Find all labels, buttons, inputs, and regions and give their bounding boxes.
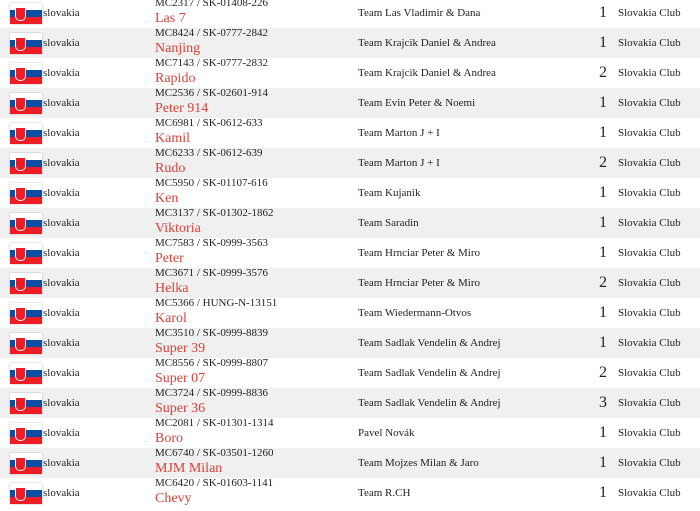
registration-number: MC2317 / SK-01408-226 [155,0,269,10]
registration-number: MC2536 / SK-02601-914 [155,88,269,100]
slovakia-flag-icon [10,453,42,474]
slovakia-flag-icon [10,273,42,294]
slovakia-flag-icon [10,63,42,84]
dog-name[interactable]: Peter 914 [155,100,209,116]
country-cell [0,418,155,448]
country-cell [0,208,155,238]
table-row[interactable] [0,88,700,118]
table-row[interactable] [0,28,700,58]
country-cell [0,268,155,298]
country-name: slovakia [43,307,80,319]
dog-name[interactable]: Viktoria [155,220,201,236]
placement: 1 [599,484,607,501]
table-row[interactable] [0,0,700,28]
team-name: Team Evin Peter & Noemi [358,97,476,109]
slovakia-flag-icon [10,33,42,54]
table-row[interactable] [0,208,700,238]
dog-cell [155,208,358,238]
registration-number: MC8556 / SK-0999-8807 [155,358,269,370]
dog-cell [155,358,358,388]
team-name: Team Hrnciar Peter & Miro [358,277,481,289]
dog-cell [155,178,358,208]
placement: 2 [599,274,607,291]
slovakia-flag-icon [10,303,42,324]
team-name: Team Krajcik Daniel & Andrea [358,67,496,79]
team-name: Team Kujanik [358,187,421,199]
team-name: Team Krajcik Daniel & Andrea [358,37,496,49]
country-name: slovakia [43,7,80,19]
dog-name[interactable]: Las 7 [155,10,186,26]
dog-name[interactable]: Ken [155,190,179,206]
country-cell [0,298,155,328]
country-name: slovakia [43,487,80,499]
slovakia-flag-icon [10,123,42,144]
table-row[interactable] [0,388,700,418]
registration-number: MC6420 / SK-01603-1141 [155,478,274,490]
registration-number: MC6740 / SK-03501-1260 [155,448,274,460]
dog-cell [155,268,358,298]
country-cell [0,238,155,268]
team-name: Team Marton J + I [358,157,440,169]
dog-cell [155,388,358,418]
club-name: Slovakia Club [618,337,681,349]
registration-number: MC3671 / SK-0999-3576 [155,268,269,280]
country-name: slovakia [43,367,80,379]
country-cell [0,478,155,508]
placement: 1 [599,94,607,111]
team-name: Team Las Vladimir & Dana [358,7,481,19]
country-cell [0,448,155,478]
dog-name[interactable]: Super 39 [155,340,206,356]
club-name: Slovakia Club [618,427,681,439]
dog-name[interactable]: Super 36 [155,400,206,416]
dog-name[interactable]: Helka [155,280,189,296]
country-cell [0,388,155,418]
placement: 1 [599,454,607,471]
table-row[interactable] [0,418,700,448]
dog-name[interactable]: Peter [155,250,184,266]
registration-number: MC3510 / SK-0999-8839 [155,328,269,340]
placement: 1 [599,244,607,261]
team-name: Team Marton J + I [358,127,440,139]
registration-number: MC6981 / SK-0612-633 [155,118,263,130]
registration-number: MC6233 / SK-0612-639 [155,148,263,160]
registration-number: MC2081 / SK-01301-1314 [155,418,274,430]
placement: 1 [599,214,607,231]
country-name: slovakia [43,277,80,289]
dog-cell [155,28,358,58]
placement: 1 [599,334,607,351]
team-name: Team R.CH [358,487,411,499]
registration-number: MC7143 / SK-0777-2832 [155,58,269,70]
table-row[interactable] [0,118,700,148]
club-name: Slovakia Club [618,97,681,109]
registration-number: MC5950 / SK-01107-616 [155,178,268,190]
table-row[interactable] [0,58,700,88]
country-cell [0,118,155,148]
dog-cell [155,478,358,508]
dog-cell [155,0,358,28]
country-cell [0,88,155,118]
country-cell [0,28,155,58]
country-cell [0,148,155,178]
table-row[interactable] [0,298,700,328]
registration-number: MC3137 / SK-01302-1862 [155,208,274,220]
club-name: Slovakia Club [618,307,681,319]
club-name: Slovakia Club [618,67,681,79]
club-name: Slovakia Club [618,37,681,49]
team-name: Team Saradin [358,217,419,229]
dog-name[interactable]: Nanjing [155,40,201,56]
dog-name[interactable]: Super 07 [155,370,206,386]
table-row[interactable] [0,238,700,268]
country-name: slovakia [43,457,80,469]
placement: 2 [599,64,607,81]
placement: 1 [599,4,607,21]
club-name: Slovakia Club [618,217,681,229]
registration-number: MC3724 / SK-0999-8836 [155,388,269,400]
country-name: slovakia [43,157,80,169]
table-row[interactable] [0,358,700,388]
dog-cell [155,328,358,358]
placement: 1 [599,124,607,141]
country-cell [0,328,155,358]
slovakia-flag-icon [10,333,42,354]
table-row[interactable] [0,148,700,178]
dog-cell [155,118,358,148]
placement: 1 [599,304,607,321]
team-name: Team Sadlak Vendelin & Andrej [358,337,501,349]
country-name: slovakia [43,217,80,229]
placement: 2 [599,154,607,171]
slovakia-flag-icon [10,363,42,384]
slovakia-flag-icon [10,93,42,114]
dog-cell [155,148,358,178]
country-cell [0,358,155,388]
dog-name[interactable]: Rudo [155,160,186,176]
country-name: slovakia [43,67,80,79]
slovakia-flag-icon [10,483,42,504]
dog-name[interactable]: Rapido [155,70,196,86]
table-row[interactable] [0,268,700,298]
dog-cell [155,298,358,328]
dog-name[interactable]: MJM Milan [155,460,223,476]
country-name: slovakia [43,337,80,349]
registration-number: MC7583 / SK-0999-3563 [155,238,269,250]
club-name: Slovakia Club [618,397,681,409]
placement: 1 [599,424,607,441]
table-row[interactable] [0,448,700,478]
slovakia-flag-icon [10,243,42,264]
registration-number: MC5366 / HUNG-N-13151 [155,298,278,310]
country-cell [0,58,155,88]
team-name: Pavel Novák [358,427,415,439]
club-name: Slovakia Club [618,247,681,259]
dog-name[interactable]: Chevy [155,490,192,506]
dog-name[interactable]: Kamil [155,130,190,146]
table-row[interactable] [0,328,700,358]
club-name: Slovakia Club [618,367,681,379]
placement: 1 [599,34,607,51]
team-name: Team Sadlak Vendelin & Andrej [358,397,501,409]
country-name: slovakia [43,187,80,199]
club-name: Slovakia Club [618,487,681,499]
placement: 2 [599,364,607,381]
country-name: slovakia [43,427,80,439]
slovakia-flag-icon [10,213,42,234]
slovakia-flag-icon [10,393,42,414]
placement: 3 [599,394,607,411]
country-name: slovakia [43,397,80,409]
dog-cell [155,58,358,88]
team-name: Team Hrnciar Peter & Miro [358,247,481,259]
slovakia-flag-icon [10,423,42,444]
dog-cell [155,88,358,118]
dog-name[interactable]: Boro [155,430,183,446]
country-name: slovakia [43,247,80,259]
registration-number: MC8424 / SK-0777-2842 [155,28,269,40]
club-name: Slovakia Club [618,187,681,199]
country-cell [0,178,155,208]
club-name: Slovakia Club [618,7,681,19]
country-name: slovakia [43,97,80,109]
country-cell [0,0,155,28]
team-name: Team Mojzes Milan & Jaro [358,457,479,469]
club-name: Slovakia Club [618,457,681,469]
club-name: Slovakia Club [618,127,681,139]
dog-name[interactable]: Karol [155,310,187,326]
team-name: Team Wiedermann-Otvos [358,307,472,319]
slovakia-flag-icon [10,3,42,24]
dog-cell [155,418,358,448]
club-name: Slovakia Club [618,157,681,169]
slovakia-flag-icon [10,183,42,204]
slovakia-flag-icon [10,153,42,174]
dog-cell [155,238,358,268]
dog-cell [155,448,358,478]
club-name: Slovakia Club [618,277,681,289]
table-row[interactable] [0,478,700,508]
country-name: slovakia [43,37,80,49]
placement: 1 [599,184,607,201]
team-name: Team Sadlak Vendelin & Andrej [358,367,501,379]
country-name: slovakia [43,127,80,139]
table-row[interactable] [0,178,700,208]
